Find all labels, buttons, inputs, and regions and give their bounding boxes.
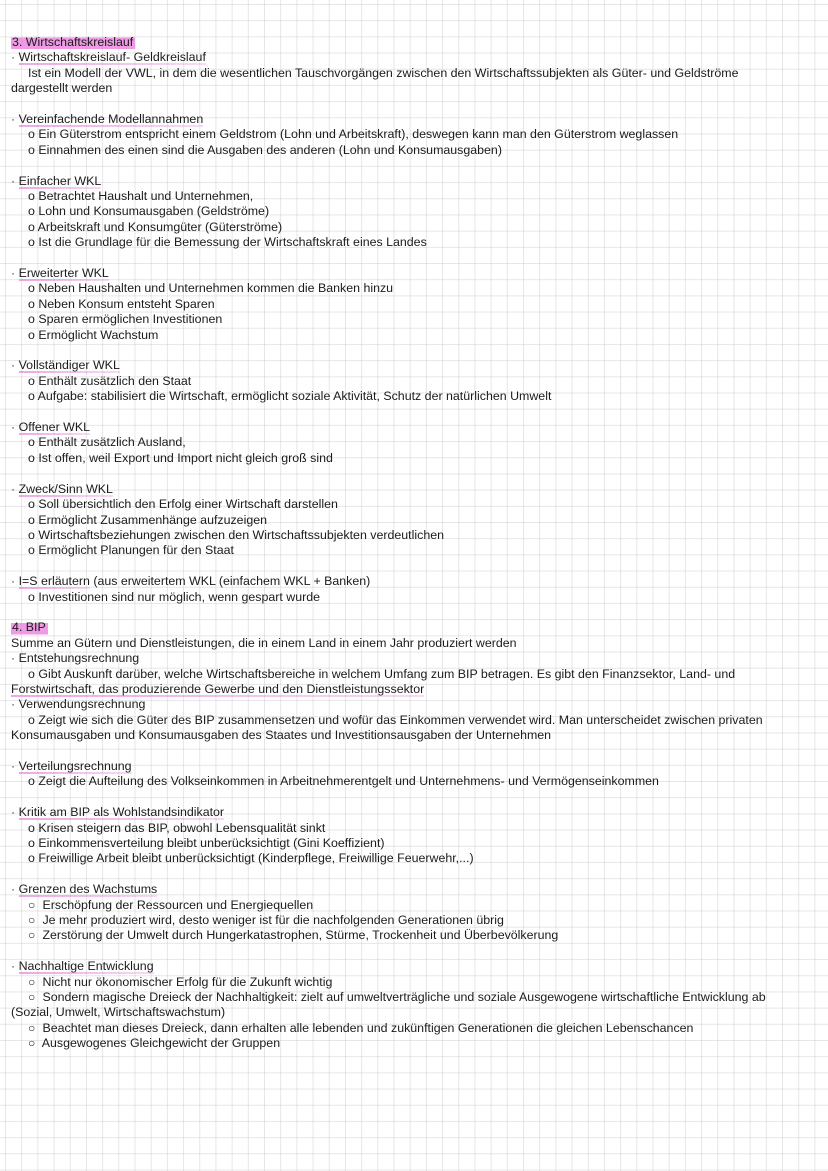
block-label-grenzen: Grenzen des Wachstums bbox=[18, 882, 158, 897]
list-item: o Ist die Grundlage für die Bemessung der Wirtschaftskraft eines Landes bbox=[28, 235, 427, 250]
section-3-heading-line bbox=[11, 35, 818, 50]
dot-bullet: · bbox=[11, 420, 16, 435]
list-item-text: Erschöpfung der Ressourcen und Energiequellen bbox=[42, 897, 314, 912]
block-label-line bbox=[11, 959, 818, 974]
list-item: o Soll übersichtlich den Erfolg einer Wirtschaft darstellen bbox=[28, 497, 338, 512]
block-label-line bbox=[11, 882, 818, 897]
list-item: o Neben Konsum entsteht Sparen bbox=[28, 296, 215, 311]
list-item: o Zeigt die Aufteilung des Volkseinkommen in Arbeitnehmerentgelt und Unternehmens- und Vermögenseinkommen bbox=[28, 774, 659, 789]
block-label-verteilungsrechnung: Verteilungsrechnung bbox=[18, 758, 132, 773]
list-item bbox=[11, 990, 818, 1005]
list-item: o Neben Haushalten und Unternehmen kommen die Banken hinzu bbox=[28, 281, 394, 296]
list-item: o Einnahmen des einen sind die Ausgaben des anderen (Lohn und Konsumausgaben) bbox=[28, 142, 502, 157]
dot-bullet: · bbox=[11, 805, 16, 820]
verwendung-text-line2: Konsumausgaben und Konsumausgaben des Staates und Investitionsausgaben der Unternehmen bbox=[11, 728, 552, 743]
spacer bbox=[11, 97, 818, 112]
list-item-text: Zerstörung der Umwelt durch Hungerkatastrophen, Stürme, Trockenheit und Überbevölkerung bbox=[42, 928, 559, 943]
circle-bullet-icon: ○ bbox=[28, 897, 36, 912]
section-3-heading: 3. Wirtschaftskreislauf bbox=[12, 35, 134, 49]
entstehung-text-line2-marked: Forstwirtschaft, das produzierende Gewerbe und den Dienstleistungssektor bbox=[11, 681, 425, 696]
spacer bbox=[11, 867, 818, 882]
list-item: o Betrachtet Haushalt und Unternehmen, bbox=[28, 189, 254, 204]
list-item-text: Nicht nur ökonomischer Erfolg für die Zukunft wichtig bbox=[42, 974, 333, 989]
spacer bbox=[11, 605, 818, 620]
section-4-heading: 4. BIP bbox=[12, 620, 46, 635]
block-label-nachhaltige-entwicklung: Nachhaltige Entwicklung bbox=[18, 959, 154, 974]
list-item: o Ermöglicht Wachstum bbox=[28, 327, 159, 342]
list-item-text: Ausgewogenes Gleichgewicht der Gruppen bbox=[41, 1036, 281, 1051]
block-label-offener-wkl: Offener WKL bbox=[18, 420, 90, 435]
list-item-continuation: (Sozial, Umwelt, Wirtschaftswachstum) bbox=[11, 1005, 226, 1020]
list-item: o Ermöglicht Planungen für den Staat bbox=[28, 543, 234, 558]
spacer bbox=[11, 744, 818, 759]
spacer bbox=[11, 251, 818, 266]
list-item: o Aufgabe: stabilisiert die Wirtschaft, ermöglicht soziale Aktivität, Schutz der natürlichen Umwelt bbox=[28, 389, 552, 404]
block-label-verwendungsrechnung: Verwendungsrechnung bbox=[18, 697, 146, 712]
list-item-text: Beachtet man dieses Dreieck, dann erhalten alle lebenden und zukünftigen Generationen die gleichen Lebenschancen bbox=[42, 1020, 694, 1035]
list-item: o Enthält zusätzlich den Staat bbox=[28, 373, 192, 388]
list-item: o Wirtschaftsbeziehungen zwischen den Wirtschaftssubjekten verdeutlichen bbox=[28, 527, 444, 542]
list-item: o Freiwillige Arbeit bleibt unberücksichtigt (Kinderpflege, Freiwillige Feuerwehr,...) bbox=[28, 851, 474, 866]
entstehung-text-line2 bbox=[11, 682, 818, 697]
spacer bbox=[11, 944, 818, 959]
circle-bullet-icon: ○ bbox=[28, 928, 36, 943]
intro-label-line bbox=[11, 50, 818, 65]
verwendung-text-line1: o Zeigt wie sich die Güter des BIP zusammensetzen und wofür das Einkommen verwendet wird. Man unterscheidet zwischen privaten bbox=[28, 712, 763, 727]
dot-bullet: · bbox=[11, 50, 16, 65]
spacer bbox=[11, 158, 818, 173]
block-label-line bbox=[11, 651, 818, 666]
block-label-line bbox=[11, 358, 818, 373]
block-label-modellannahmen: Vereinfachende Modellannahmen bbox=[18, 112, 204, 127]
dot-bullet: · bbox=[11, 481, 16, 496]
list-item-text: Sondern magische Dreieck der Nachhaltigkeit: zielt auf umweltverträgliche und soziale Ausgewogene wirtschaftliche Entwicklung ab bbox=[42, 990, 766, 1004]
block-label-zweck-sinn: Zweck/Sinn WKL bbox=[18, 481, 113, 496]
block-label-entstehungsrechnung: Entstehungsrechnung bbox=[18, 651, 140, 666]
list-item: o Arbeitskraft und Konsumgüter (Güterströme) bbox=[28, 219, 283, 234]
spacer bbox=[11, 790, 818, 805]
spacer bbox=[11, 466, 818, 481]
list-item bbox=[11, 1036, 818, 1051]
list-item: o Sparen ermöglichen Investitionen bbox=[28, 312, 223, 327]
list-item bbox=[11, 913, 818, 928]
dot-bullet: · bbox=[11, 882, 16, 897]
list-item bbox=[11, 1021, 818, 1036]
block-label-line bbox=[11, 266, 818, 281]
list-item: o Ermöglicht Zusammenhänge aufzuzeigen bbox=[28, 512, 267, 527]
block-label-i-equals-s-rest: (aus erweitertem WKL (einfachem WKL + Banken) bbox=[89, 574, 371, 589]
dot-bullet: · bbox=[11, 173, 16, 188]
dot-bullet: · bbox=[11, 358, 16, 373]
block-label-vollstaendiger-wkl: Vollständiger WKL bbox=[18, 358, 120, 373]
list-item: o Ein Güterstrom entspricht einem Geldstrom (Lohn und Arbeitskraft), deswegen kann man den Güterstrom weglassen bbox=[28, 127, 679, 142]
spacer bbox=[11, 405, 818, 420]
block-label-line bbox=[11, 759, 818, 774]
circle-bullet-icon: ○ bbox=[28, 1036, 36, 1051]
block-label-line bbox=[11, 805, 818, 820]
block-label-line bbox=[11, 697, 818, 712]
list-item: o Einkommensverteilung bleibt unberücksichtigt (Gini Koeffizient) bbox=[28, 835, 385, 850]
entstehung-text-line1: o Gibt Auskunft darüber, welche Wirtschaftsbereiche in welchem Umfang zum BIP betragen. Es gibt den Finanzsektor, Land- und bbox=[28, 666, 736, 681]
list-item bbox=[11, 898, 818, 913]
block-label-line bbox=[11, 574, 818, 589]
circle-bullet-icon: ○ bbox=[28, 974, 36, 989]
spacer bbox=[11, 559, 818, 574]
list-item: o Lohn und Konsumausgaben (Geldströme) bbox=[28, 204, 270, 219]
dot-bullet: · bbox=[11, 959, 16, 974]
dot-bullet: · bbox=[11, 574, 16, 589]
intro-label: Wirtschaftskreislauf- Geldkreislauf bbox=[18, 50, 206, 65]
block-label-kritik: Kritik am BIP als Wohlstandsindikator bbox=[18, 805, 225, 820]
list-item: o Ist offen, weil Export und Import nicht gleich groß sind bbox=[28, 450, 333, 465]
dot-bullet: · bbox=[11, 112, 16, 127]
list-item bbox=[11, 975, 818, 990]
intro-text-line2: dargestellt werden bbox=[11, 81, 113, 96]
intro-text-line1: Ist ein Modell der VWL, in dem die wesentlichen Tauschvorgängen zwischen den Wirtschaftssubjekten als Güter- und Geldströme bbox=[28, 65, 739, 80]
dot-bullet: · bbox=[11, 758, 16, 773]
bip-definition: Summe an Gütern und Dienstleistungen, die in einem Land in einem Jahr produziert werden bbox=[11, 635, 517, 650]
list-item: o Enthält zusätzlich Ausland, bbox=[28, 435, 186, 450]
block-label-line bbox=[11, 112, 818, 127]
circle-bullet-icon: ○ bbox=[28, 1020, 36, 1035]
block-label-line bbox=[11, 420, 818, 435]
block-label-einfacher-wkl: Einfacher WKL bbox=[18, 173, 102, 188]
list-item bbox=[11, 928, 818, 943]
block-label-i-equals-s: I=S erläutern bbox=[18, 574, 90, 589]
circle-bullet-icon: ○ bbox=[28, 912, 36, 927]
dot-bullet: · bbox=[11, 651, 16, 666]
circle-bullet-icon: ○ bbox=[28, 990, 36, 1004]
block-label-line bbox=[11, 482, 818, 497]
block-label-erweiterter-wkl: Erweiterter WKL bbox=[18, 266, 109, 281]
dot-bullet: · bbox=[11, 266, 16, 281]
list-item: o Investitionen sind nur möglich, wenn gespart wurde bbox=[28, 589, 321, 604]
block-label-line bbox=[11, 174, 818, 189]
dot-bullet: · bbox=[11, 697, 16, 712]
section-4-heading-line bbox=[11, 620, 818, 635]
list-item: o Krisen steigern das BIP, obwohl Lebensqualität sinkt bbox=[28, 820, 326, 835]
spacer bbox=[11, 343, 818, 358]
list-item-text: Je mehr produziert wird, desto weniger ist für die nachfolgenden Generationen übrig bbox=[42, 912, 504, 927]
